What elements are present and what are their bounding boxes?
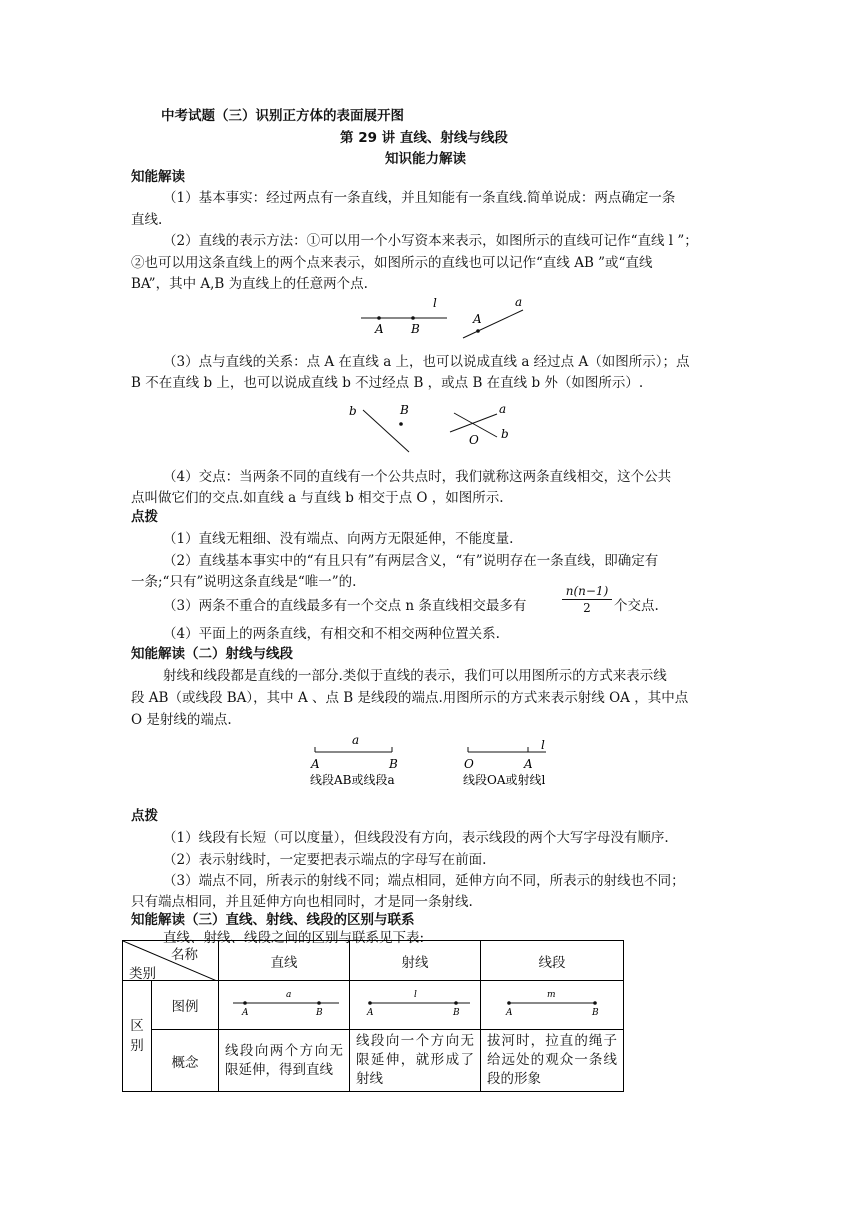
heading-comparison: 知能解读（三）直线、射线、线段的区别与联系 (131, 912, 415, 928)
paragraph-4-line1: （4）交点：当两条不同的直线有一个公共点时，我们就称这两条直线相交，这个公共 (163, 469, 672, 485)
comparison-intro: 直线、射线、线段之间的区别与联系见下表: (163, 930, 425, 946)
cell-concept-line (219, 1030, 350, 1092)
ray-caption: 线段OA或射线l (463, 773, 546, 787)
fraction-formula (562, 583, 612, 616)
fig-ray-name: l (414, 990, 417, 1000)
row-label-figure: 图例 (152, 981, 219, 1030)
cell-concept-segment (481, 1030, 624, 1092)
table-row-figure (123, 981, 624, 1030)
section-title: 知识能力解读 (385, 151, 466, 167)
fig-line-B: B (316, 1008, 323, 1018)
section2-line3: O 是射线的端点. (131, 712, 232, 728)
header-line: 直线 (219, 941, 350, 981)
tip-1-3-suffix: 个交点. (614, 598, 659, 614)
label-l: l (433, 296, 437, 310)
cell-figure-line (219, 981, 350, 1030)
header-ray: 射线 (350, 941, 481, 981)
paragraph-2-line1: （2）直线的表示方法：①可以用一个小写资本来表示，如图所示的直线可记作“直线 l ”； (163, 233, 698, 249)
label-ray-O: O (464, 757, 474, 771)
tip-1-2-line2: 一条;“只有”说明这条直线是“唯一”的. (131, 574, 357, 590)
tip-1-2-line1: （2）直线基本事实中的“有且只有”有两层含义，“有”说明存在一条直线，即确定有 (163, 553, 659, 569)
table-header-row (123, 941, 624, 981)
paragraph-2-line2: ②也可以用这条直线上的两个点来表示，如图所示的直线也可以记作“直线 AB ”或“直线 (131, 255, 653, 271)
heading-ray-segment: 知能解读（二）射线与线段 (131, 646, 293, 662)
section2-line1: 射线和线段都是直线的一部分.类似于直线的表示，我们可以用图所示的方式来表示线 (163, 668, 667, 684)
label-ray-l: l (541, 738, 545, 752)
comparison-table (122, 940, 624, 1092)
fig-segment-B: B (592, 1008, 599, 1018)
figure-line-representation (355, 293, 535, 341)
paragraph-1-line1: （1）基本事实：经过两点有一条直线，并且知能有一条直线.简单说成：两点确定一条 (163, 190, 676, 206)
paragraph-3-line1: （3）点与直线的关系：点 A 在直线 a 上，也可以说成直线 a 经过点 A（如图所示）；点 (163, 354, 690, 370)
figure-line-small (219, 981, 349, 1025)
cell-concept-ray (350, 1030, 481, 1092)
header-segment: 线段 (481, 941, 624, 981)
label-b-line: b (349, 404, 357, 418)
section2-line2: 段 AB（或线段 BA），其中 A 、点 B 是线段的端点.用图所示的方式来表示射线 OA ，其中点 (131, 690, 689, 706)
figure-segment-ray (300, 730, 570, 792)
paragraph-2-line3: BA”，其中 A,B 为直线上的任意两个点. (131, 276, 368, 292)
label-segment-a: a (352, 733, 360, 747)
fraction-denominator: 2 (583, 601, 591, 615)
lecture-title: 第 29 讲 直线、射线与线段 (340, 130, 508, 146)
cell-figure-segment (481, 981, 624, 1030)
segment-caption: 线段AB或线段a (310, 773, 395, 787)
fig-segment-name: m (547, 990, 556, 1000)
fig-line-name: a (286, 990, 292, 1000)
fig-line-A: A (242, 1008, 249, 1018)
label-a-point-2: A (473, 312, 482, 326)
label-a-point: A (375, 322, 384, 336)
tip-2-3-line1: （3）端点不同，所表示的射线不同；端点相同，延伸方向不同，所表示的射线也不同； (163, 873, 685, 889)
label-a-cross: a (499, 402, 507, 416)
table-row-concept (123, 1030, 624, 1092)
cell-figure-ray (350, 981, 481, 1030)
label-o-point: O (469, 433, 479, 447)
figure-ray-small (350, 981, 480, 1025)
table-corner-cell (123, 941, 219, 981)
concept-segment-text: 拔河时，拉直的绳子给远处的观众一条线段的形象 (487, 1033, 617, 1087)
concept-ray-text: 线段向一个方向无限延伸，就形成了射线 (356, 1033, 474, 1087)
figure-point-line-relation (345, 400, 520, 460)
point-a-on-line (476, 329, 480, 333)
fig-segment-A: A (506, 1008, 513, 1018)
heading-tips-1: 点拨 (131, 509, 158, 525)
label-ray-A: A (524, 757, 533, 771)
tip-1-1: （1）直线无粗细、没有端点、向两方无限延伸，不能度量. (163, 531, 514, 547)
paragraph-3-line2: B 不在直线 b 上，也可以说成直线 b 不过经点 B ，或点 B 在直线 b 外（如图所示）. (131, 375, 644, 391)
corner-top-label: 名称 (171, 947, 198, 963)
label-a-line: a (515, 295, 523, 309)
line-a (463, 310, 523, 338)
tip-2-3-line2: 只有端点相同，并且延伸方向也相同时，才是同一条射线. (131, 894, 473, 910)
tip-2-2: （2）表示射线时，一定要把表示端点的字母写在前面. (163, 852, 487, 868)
group-label-cell (123, 981, 152, 1092)
line-a-cross (450, 414, 497, 432)
point-a (377, 316, 381, 320)
fig-ray-B: B (453, 1008, 460, 1018)
label-segment-A: A (311, 757, 320, 771)
fraction-numerator: n(n−1) (562, 583, 612, 600)
label-b-cross: b (501, 427, 509, 441)
tip-1-4: （4）平面上的两条直线，有相交和不相交两种位置关系. (163, 626, 500, 642)
tip-1-3-text: （3）两条不重合的直线最多有一个交点 n 条直线相交最多有 (163, 598, 527, 614)
fig-ray-A: A (367, 1008, 374, 1018)
paragraph-1-line2: 直线. (131, 212, 163, 228)
corner-bottom-label: 类别 (129, 966, 156, 982)
point-b (411, 316, 415, 320)
label-b-point: B (411, 322, 420, 336)
point-b-outside (399, 422, 403, 426)
group-label-1: 区 (130, 1018, 144, 1034)
tip-2-1: （1）线段有长短（可以度量），但线段没有方向，表示线段的两个大写字母没有顺序. (163, 830, 669, 846)
heading-tips-2: 点拨 (131, 808, 158, 824)
paragraph-4-line2: 点叫做它们的交点.如直线 a 与直线 b 相交于点 O ，如图所示. (131, 490, 504, 506)
label-segment-B: B (389, 757, 398, 771)
concept-line-text: 线段向两个方向无限延伸，得到直线 (225, 1042, 343, 1078)
exam-title: 中考试题（三）识别正方体的表面展开图 (161, 108, 404, 124)
group-label-2: 别 (130, 1038, 144, 1054)
heading-knowledge: 知能解读 (131, 169, 185, 185)
label-b-point: B (400, 403, 409, 417)
figure-segment-small (481, 981, 623, 1025)
row-label-concept: 概念 (152, 1030, 219, 1092)
